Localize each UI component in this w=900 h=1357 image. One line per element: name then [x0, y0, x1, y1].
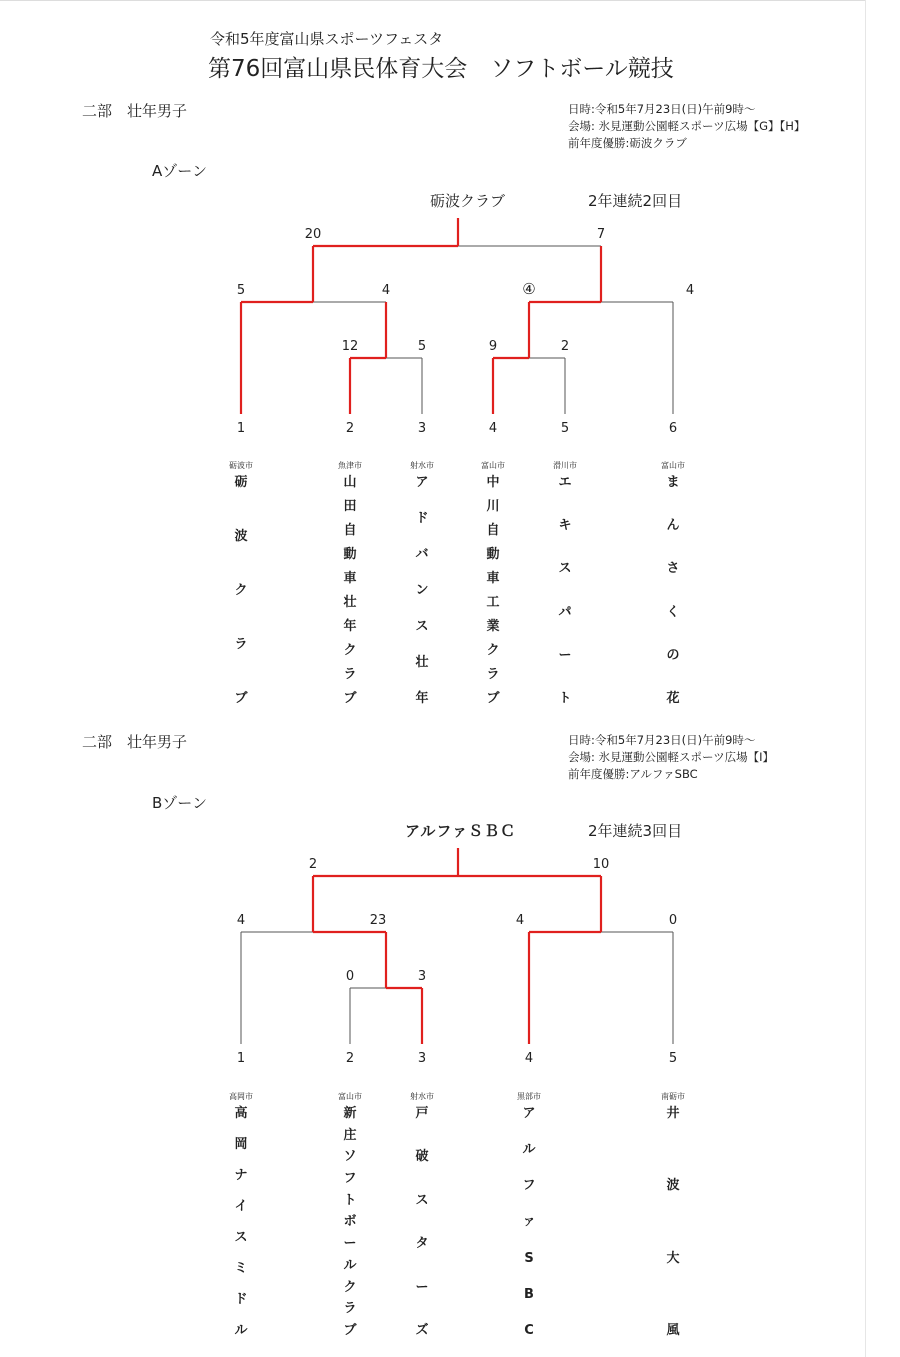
- division-label-b: 二部 壮年男子: [82, 733, 188, 751]
- team-city: 魚津市: [338, 461, 362, 470]
- team-name: [221, 1106, 261, 1338]
- team-name-char: ス: [415, 1192, 429, 1208]
- score: 5: [236, 283, 246, 298]
- team-name-char: 壮: [415, 655, 429, 670]
- team-name-char: 中: [486, 475, 500, 490]
- team-name-char: イ: [234, 1199, 248, 1214]
- team-name-char: ク: [486, 643, 500, 658]
- team-name-char: 岡: [234, 1137, 248, 1152]
- team-entry: [653, 1092, 693, 1338]
- seed-number: 4: [488, 421, 498, 436]
- team-name-char: 年: [343, 619, 357, 634]
- score: 5: [417, 339, 427, 354]
- team-name-char: 壮: [343, 595, 357, 610]
- score: 10: [592, 857, 610, 872]
- team-city: 高岡市: [229, 1092, 253, 1101]
- score: 4: [236, 913, 246, 928]
- score: 9: [488, 339, 498, 354]
- score: 23: [369, 913, 387, 928]
- info-date: 日時:令和5年7月23日(日)午前9時～: [568, 733, 756, 747]
- seed-number: 4: [524, 1051, 534, 1066]
- division-label-a: 二部 壮年男子: [82, 102, 188, 120]
- team-name-char: さ: [666, 561, 680, 577]
- team-name: [653, 1106, 693, 1338]
- team-name-char: 業: [486, 619, 500, 634]
- seed-number: 1: [236, 421, 246, 436]
- team-name-char: ク: [234, 583, 248, 598]
- team-name-char: ル: [343, 1257, 357, 1273]
- team-name-char: ラ: [343, 667, 357, 682]
- streak-b: 2年連続3回目: [588, 822, 683, 840]
- team-name-char: 風: [666, 1322, 680, 1338]
- team-name: [221, 475, 261, 706]
- team-name-char: ド: [234, 1292, 248, 1307]
- team-name-char: フ: [343, 1171, 357, 1187]
- team-name-char: 自: [486, 523, 500, 538]
- team-name-char: バ: [415, 547, 429, 562]
- team-name-char: 動: [343, 547, 357, 562]
- team-name: [509, 1106, 549, 1338]
- team-name-char: 花: [666, 690, 680, 706]
- team-name-char: ブ: [234, 691, 248, 706]
- info-date: 日時:令和5年7月23日(日)午前9時～: [568, 102, 756, 116]
- info-venue: 会場: 氷見運動公園軽スポーツ広場【I】: [568, 750, 774, 764]
- team-name-char: ん: [666, 518, 680, 534]
- score: 12: [341, 339, 359, 354]
- team-name-char: 大: [666, 1250, 680, 1266]
- team-entry: [221, 1092, 261, 1338]
- info-prev-winner: 前年度優勝:アルファSBC: [568, 767, 698, 781]
- team-name-char: ス: [234, 1230, 248, 1245]
- team-name-char: ラ: [486, 667, 500, 682]
- team-name-char: ル: [522, 1142, 536, 1158]
- team-name-char: ー: [415, 1279, 429, 1295]
- team-name: [402, 475, 442, 706]
- team-name-char: ブ: [343, 691, 357, 706]
- info-venue: 会場: 氷見運動公園軽スポーツ広場【G】【H】: [568, 119, 806, 133]
- champion-b: アルファＳＢＣ: [405, 822, 517, 840]
- team-entry: [330, 1092, 370, 1338]
- team-entry: [330, 461, 370, 706]
- team-name-char: ー: [343, 1236, 357, 1252]
- team-city: 黒部市: [517, 1092, 541, 1101]
- seed-number: 2: [345, 421, 355, 436]
- seed-number: 5: [668, 1051, 678, 1066]
- team-name-char: 砺: [234, 475, 248, 490]
- seed-number: 6: [668, 421, 678, 436]
- team-name-char: ア: [522, 1106, 536, 1121]
- team-entry: [402, 461, 442, 706]
- event-subtitle: 令和5年度富山県スポーツフェスタ: [210, 30, 444, 48]
- team-name-char: C: [524, 1322, 534, 1338]
- team-name-char: ド: [415, 511, 429, 526]
- team-name-char: 波: [666, 1178, 680, 1194]
- seed-number: 3: [417, 421, 427, 436]
- score: 4: [381, 283, 391, 298]
- team-name-char: キ: [558, 518, 572, 534]
- score: 3: [417, 969, 427, 984]
- team-name-char: く: [666, 604, 680, 620]
- team-name-char: フ: [522, 1178, 536, 1194]
- team-name-char: ラ: [343, 1301, 357, 1317]
- team-name-char: ス: [558, 561, 572, 577]
- team-name-char: ト: [558, 690, 572, 706]
- team-name-char: ア: [415, 475, 429, 490]
- team-name-char: 戸: [415, 1106, 429, 1121]
- team-name-char: ミ: [234, 1261, 248, 1276]
- team-name-char: 山: [343, 475, 357, 490]
- team-name-char: 井: [666, 1106, 680, 1121]
- team-name-char: 車: [486, 571, 500, 586]
- team-name-char: 川: [486, 499, 500, 514]
- team-city: 富山市: [481, 461, 505, 470]
- team-name-char: ソ: [343, 1149, 357, 1165]
- team-name-char: ズ: [415, 1322, 429, 1338]
- team-name-char: B: [524, 1286, 534, 1302]
- team-name-char: の: [666, 647, 680, 663]
- score: 20: [304, 227, 322, 242]
- team-name-char: 年: [415, 691, 429, 706]
- team-name-char: ァ: [522, 1214, 536, 1230]
- team-city: 射水市: [410, 461, 434, 470]
- team-name-char: ラ: [234, 637, 248, 652]
- team-entry: [473, 461, 513, 706]
- team-name-char: 庄: [343, 1127, 357, 1143]
- team-name-char: S: [524, 1250, 534, 1266]
- team-name: [545, 475, 585, 706]
- team-city: 富山市: [338, 1092, 362, 1101]
- champion-a: 砺波クラブ: [430, 192, 506, 210]
- seed-number: 5: [560, 421, 570, 436]
- team-name-char: ブ: [343, 1322, 357, 1338]
- score: 2: [560, 339, 570, 354]
- team-name-char: ブ: [486, 691, 500, 706]
- team-entry: [402, 1092, 442, 1338]
- team-name-char: ン: [415, 583, 429, 598]
- team-entry: [221, 461, 261, 706]
- streak-a: 2年連続2回目: [588, 192, 683, 210]
- score: ④: [522, 280, 536, 298]
- team-entry: [545, 461, 585, 706]
- team-name-char: タ: [415, 1236, 429, 1252]
- info-prev-winner: 前年度優勝:砺波クラブ: [568, 136, 687, 150]
- score: 7: [596, 227, 606, 242]
- team-name-char: ト: [343, 1192, 357, 1208]
- team-name-char: パ: [558, 604, 572, 620]
- team-name-char: ル: [234, 1323, 248, 1338]
- seed-number: 2: [345, 1051, 355, 1066]
- team-name: [330, 1106, 370, 1338]
- team-name-char: 波: [234, 529, 248, 544]
- zone-label-a: Aゾーン: [152, 162, 207, 180]
- team-name: [473, 475, 513, 706]
- team-name-char: ク: [343, 643, 357, 658]
- team-name-char: 新: [343, 1106, 357, 1121]
- seed-number: 3: [417, 1051, 427, 1066]
- team-name: [653, 475, 693, 706]
- team-city: 南砺市: [661, 1092, 685, 1101]
- team-name: [330, 475, 370, 706]
- team-name-char: ー: [558, 647, 572, 663]
- seed-number: 1: [236, 1051, 246, 1066]
- zone-label-b: Bゾーン: [152, 794, 207, 812]
- team-name-char: エ: [558, 475, 572, 490]
- team-name-char: ボ: [343, 1214, 357, 1230]
- team-name-char: 高: [234, 1106, 248, 1121]
- score: 4: [515, 913, 525, 928]
- team-name-char: ク: [343, 1279, 357, 1295]
- score: 0: [345, 969, 355, 984]
- team-city: 富山市: [661, 461, 685, 470]
- team-name-char: 工: [486, 595, 500, 610]
- team-name-char: 動: [486, 547, 500, 562]
- score: 2: [308, 857, 318, 872]
- team-name: [402, 1106, 442, 1338]
- team-name-char: 田: [343, 499, 357, 514]
- score: 4: [685, 283, 695, 298]
- team-entry: [509, 1092, 549, 1338]
- team-name-char: ス: [415, 619, 429, 634]
- team-entry: [653, 461, 693, 706]
- page-title: 第76回富山県民体育大会 ソフトボール競技: [208, 56, 674, 82]
- team-name-char: ま: [666, 475, 680, 490]
- score: 0: [668, 913, 678, 928]
- team-name-char: ナ: [234, 1168, 248, 1183]
- team-name-char: 車: [343, 571, 357, 586]
- team-name-char: 破: [415, 1149, 429, 1165]
- team-name-char: 自: [343, 523, 357, 538]
- team-city: 砺波市: [229, 461, 253, 470]
- team-city: 射水市: [410, 1092, 434, 1101]
- team-city: 滑川市: [553, 461, 577, 470]
